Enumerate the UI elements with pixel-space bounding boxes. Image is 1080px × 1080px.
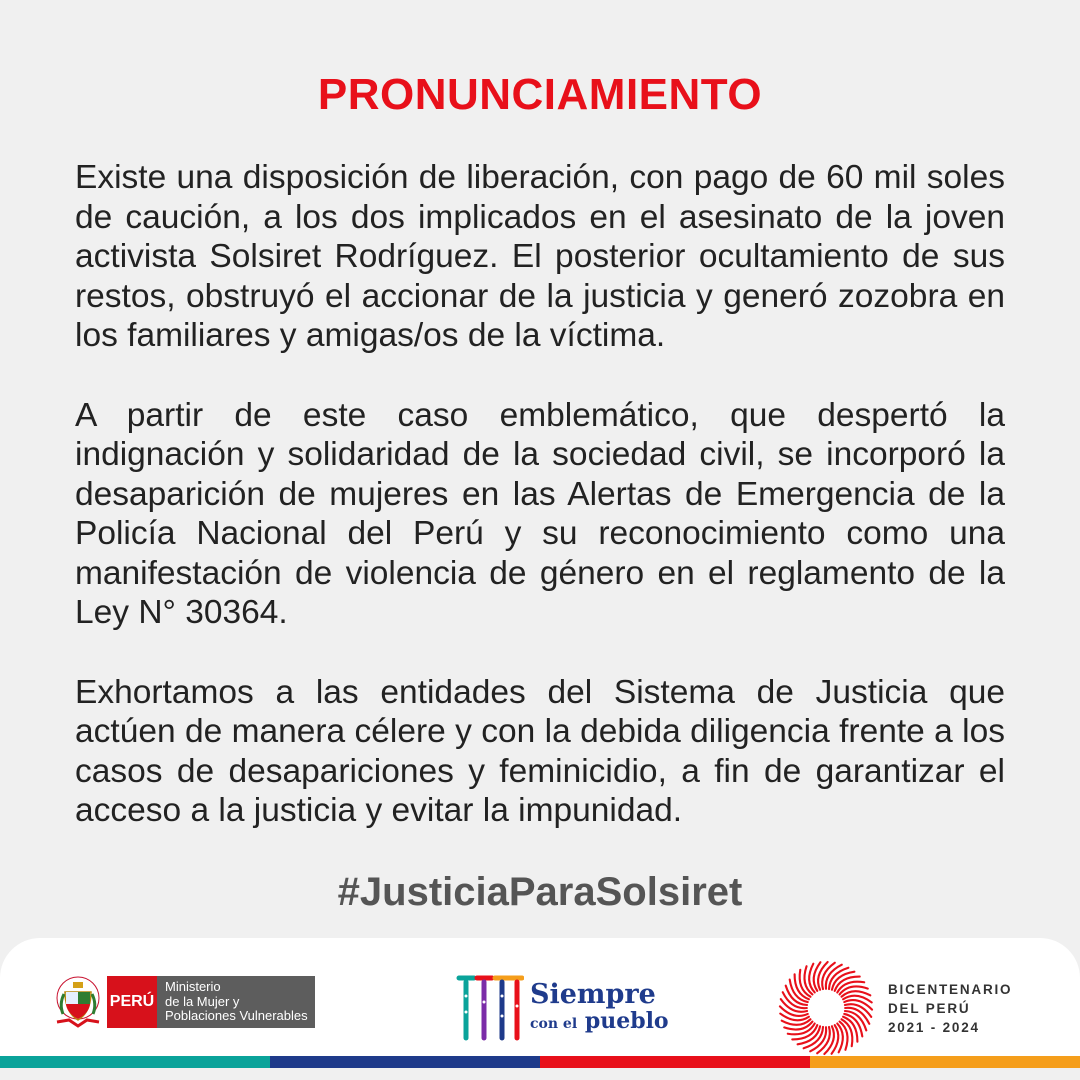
siempre-wordmark: [530, 978, 669, 1036]
stripe-blue: [270, 1056, 540, 1068]
bicentenario-wordmark: [888, 980, 1012, 1037]
bicentenario-logo: [778, 960, 1012, 1056]
ministry-logo: [55, 974, 315, 1030]
peru-label: PERÚ: [107, 976, 157, 1028]
stripe-orange: [810, 1056, 1080, 1068]
stripe-teal: [0, 1056, 270, 1068]
ministry-line-3: Poblaciones Vulnerables: [165, 1008, 308, 1024]
paragraph-1: Existe una disposición de liberación, con pago de 60 mil soles de caución, a los dos implicados en el asesinato de la joven activista Solsiret Rodríguez. El posterior ocultamiento de sus restos, obstruyó el accionar de la justicia y generó zozobra en los familiares y amigas/os de la víctima.: [75, 159, 1005, 354]
footer-logos: [0, 938, 1080, 1068]
siempre-con-el-pueblo-logo: [454, 972, 669, 1044]
bicentenario-line-3: 2021 - 2024: [888, 1019, 980, 1035]
siempre-small: con el: [530, 1015, 578, 1032]
peru-coat-of-arms-icon: [55, 974, 101, 1030]
stripe-red: [540, 1056, 810, 1068]
ministry-line-1: Ministerio: [165, 979, 221, 995]
siempre-line-2: [530, 1009, 669, 1036]
bicentenario-line-1: BICENTENARIO: [888, 981, 1013, 997]
bicentenario-sun-icon: [778, 960, 874, 1056]
paragraph-3: Exhortamos a las entidades del Sistema de Justicia que actúen de manera célere y con la debida diligencia frente a los casos de desapariciones y feminicidio, a fin de garantizar el acceso a la justicia y evitar la impunidad.: [75, 673, 1005, 829]
bicentenario-line-2: DEL PERÚ: [888, 1000, 971, 1016]
ministry-name: [157, 976, 315, 1028]
people-figures-icon: [454, 972, 524, 1044]
siempre-big: pueblo: [584, 1007, 669, 1034]
hashtag: #JusticiaParaSolsiret: [337, 870, 743, 914]
ministry-line-2: de la Mujer y: [165, 993, 240, 1009]
siempre-line-1: Siempre: [530, 978, 656, 1010]
color-stripe: [0, 1056, 1080, 1068]
page-title: PRONUNCIAMIENTO: [317, 70, 763, 119]
paragraph-2: A partir de este caso emblemático, que despertó la indignación y solidaridad de la sociedad civil, se incorporó la desaparición de mujeres en las Alertas de Emergencia de la Policía Nacional del Perú y su reconocimiento como una manifestación de violencia de género en el reglamento de la Ley N° 30364.: [75, 396, 1005, 631]
statement-body: [75, 158, 1005, 871]
